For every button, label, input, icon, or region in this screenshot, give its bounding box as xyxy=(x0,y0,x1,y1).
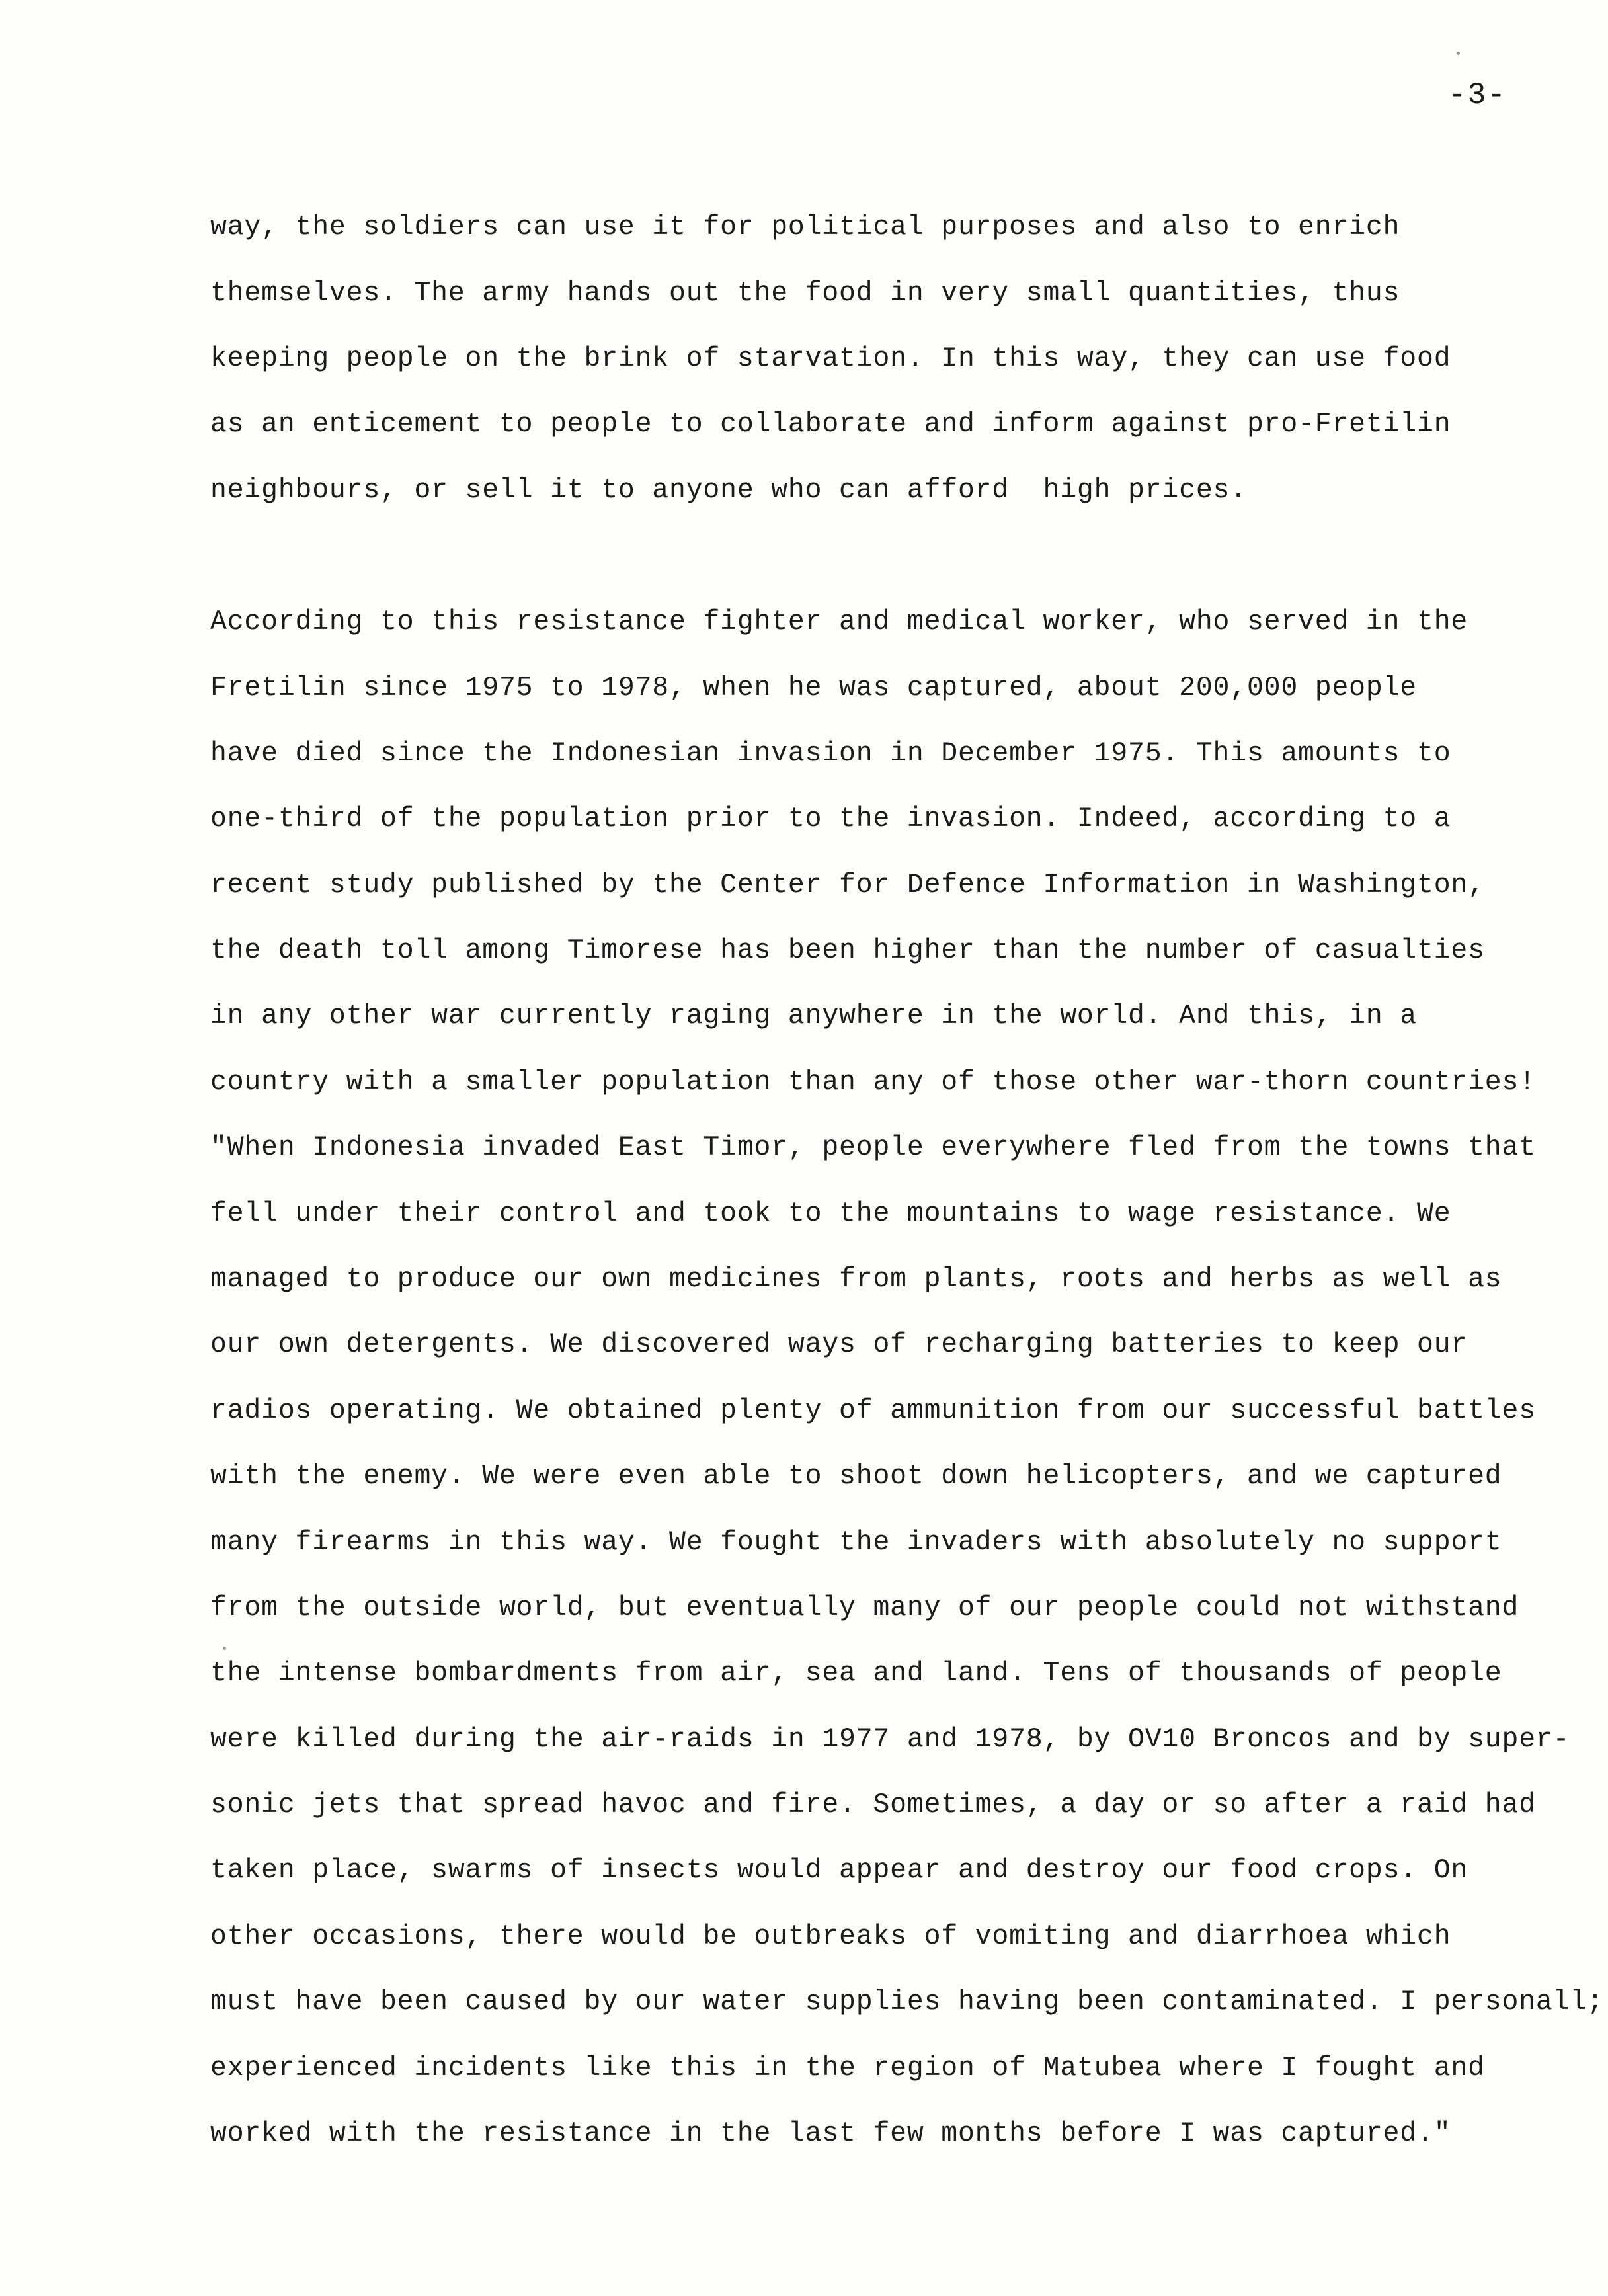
text-line: keeping people on the brink of starvation. In this way, they can use food xyxy=(210,343,1451,374)
text-line: our own detergents. We discovered ways of recharging batteries to keep our xyxy=(210,1329,1468,1360)
text-line: "When Indonesia invaded East Timor, people everywhere fled from the towns that xyxy=(210,1132,1536,1163)
text-line: sonic jets that spread havoc and fire. Sometimes, a day or so after a raid had xyxy=(210,1789,1536,1821)
text-line: managed to produce our own medicines from plants, roots and herbs as well as xyxy=(210,1264,1502,1295)
text-line: According to this resistance fighter and medical worker, who served in the xyxy=(210,606,1468,637)
text-line: themselves. The army hands out the food in very small quantities, thus xyxy=(210,278,1400,309)
text-line: in any other war currently raging anywhere in the world. And this, in a xyxy=(210,1001,1417,1032)
text-line: neighbours, or sell it to anyone who can afford high prices. xyxy=(210,475,1247,506)
text-line: other occasions, there would be outbreaks of vomiting and diarrhoea which xyxy=(210,1921,1451,1952)
text-line: were killed during the air-raids in 1977 and 1978, by OV10 Broncos and by super- xyxy=(210,1724,1570,1755)
text-line: country with a smaller population than any of those other war-thorn countries! xyxy=(210,1067,1536,1098)
text-line: with the enemy. We were even able to shoot down helicopters, and we captured xyxy=(210,1461,1502,1492)
page-number: -3- xyxy=(1448,78,1507,112)
text-line: many firearms in this way. We fought the invaders with absolutely no support xyxy=(210,1527,1502,1558)
scan-speck xyxy=(223,1647,226,1650)
text-line: one-third of the population prior to the invasion. Indeed, according to a xyxy=(210,803,1451,835)
text-line: from the outside world, but eventually many of our people could not withstand xyxy=(210,1592,1519,1623)
text-line: taken place, swarms of insects would appear and destroy our food crops. On xyxy=(210,1855,1468,1886)
text-line: experienced incidents like this in the region of Matubea where I fought and xyxy=(210,2053,1485,2084)
text-line: the intense bombardments from air, sea and land. Tens of thousands of people xyxy=(210,1658,1502,1689)
text-line: as an enticement to people to collaborate and inform against pro-Fretilin xyxy=(210,409,1451,440)
text-line: recent study published by the Center for Defence Information in Washington, xyxy=(210,870,1485,901)
text-line: have died since the Indonesian invasion in December 1975. This amounts to xyxy=(210,738,1451,769)
text-line: worked with the resistance in the last few months before I was captured." xyxy=(210,2118,1451,2149)
text-line: way, the soldiers can use it for political purposes and also to enrich xyxy=(210,212,1400,243)
text-line: must have been caused by our water supplies having been contaminated. I personall; xyxy=(210,1987,1604,2018)
scan-speck xyxy=(1457,52,1460,55)
text-line: the death toll among Timorese has been higher than the number of casualties xyxy=(210,935,1485,966)
text-line: radios operating. We obtained plenty of ammunition from our successful battles xyxy=(210,1395,1536,1426)
text-line: Fretilin since 1975 to 1978, when he was captured, about 200,000 people xyxy=(210,673,1417,704)
text-line: fell under their control and took to the mountains to wage resistance. We xyxy=(210,1198,1451,1229)
